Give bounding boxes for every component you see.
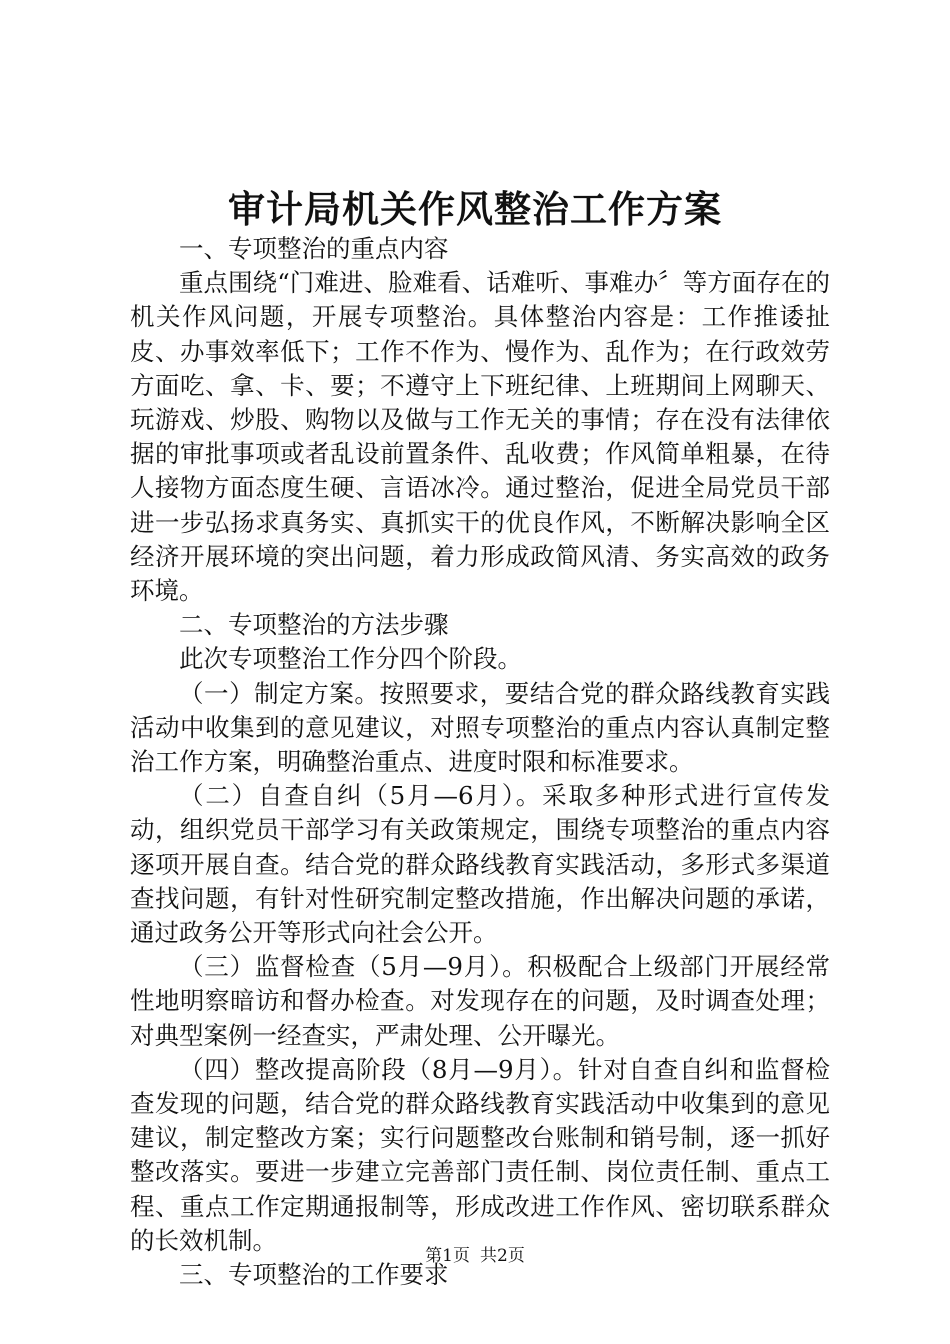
paragraph-stage-4: （四）整改提高阶段（8月—9月）。针对自查自纠和监督检查发现的问题，结合党的群众路线教育实践活动中收集到的意见建议，制定整改方案；实行问题整改台账制和销号制，逐一抓好整改落实。要进一步建立完善部门责任制、岗位责任制、重点工程、重点工作定期通报制等，形成改进工作作风、密切联系群众的长效机制。: [130, 1054, 830, 1255]
document-body: [130, 232, 830, 1292]
paragraph-stages-intro: 此次专项整治工作分四个阶段。: [179, 644, 522, 674]
paragraph-key-content: 重点围绕“门难进、脸难看、话难听、事难办〞等方面存在的机关作风问题，开展专项整治。具体整治内容是：工作推诿扯皮、办事效率低下；工作不作为、慢作为、乱作为；在行政效劳方面吃、拿、卡、要；不遵守上下班纪律、上班期间上网聊天、玩游戏、炒股、购物以及做与工作无关的事情；存在没有法律依据的审批事项或者乱设前置条件、乱收费；作风简单粗暴，在待人接物方面态度生硬、言语冰冷。通过整治，促进全局党员干部进一步弘扬求真务实、真抓实干的优良作风，不断解决影响全区经济开展环境的突出问题，着力形成政简风清、务实高效的政务环境。: [130, 268, 830, 606]
paragraph-stage-3: （三）监督检查（5月—9月）。积极配合上级部门开展经常性地明察暗访和督办检查。对发现存在的问题，及时调查处理；对典型案例一经查实，严肃处理、公开曝光。: [130, 952, 830, 1050]
page-total: 共2页: [480, 1246, 525, 1266]
page-number: 第1页: [425, 1246, 470, 1266]
section-heading-3: 三、专项整治的工作要求: [179, 1260, 449, 1290]
paragraph-stage-2: （二）自查自纠（5月—6月）。采取多种形式进行宣传发动，组织党员干部学习有关政策规定，围绕专项整治的重点内容逐项开展自查。结合党的群众路线教育实践活动，多形式多渠道查找问题，有针对性研究制定整改措施，作出解决问题的承诺，通过政务公开等形式向社会公开。: [130, 781, 830, 948]
document-title: 审计局机关作风整治工作方案: [228, 187, 722, 231]
section-heading-1: 一、专项整治的重点内容: [179, 234, 449, 263]
paragraph-stage-1: （一）制定方案。按照要求，要结合党的群众路线教育实践活动中收集到的意见建议，对照专项整治的重点内容认真制定整治工作方案，明确整治重点、进度时限和标准要求。: [130, 678, 830, 777]
page-footer: [0, 1244, 950, 1268]
section-heading-2: 二、专项整治的方法步骤: [179, 610, 449, 640]
